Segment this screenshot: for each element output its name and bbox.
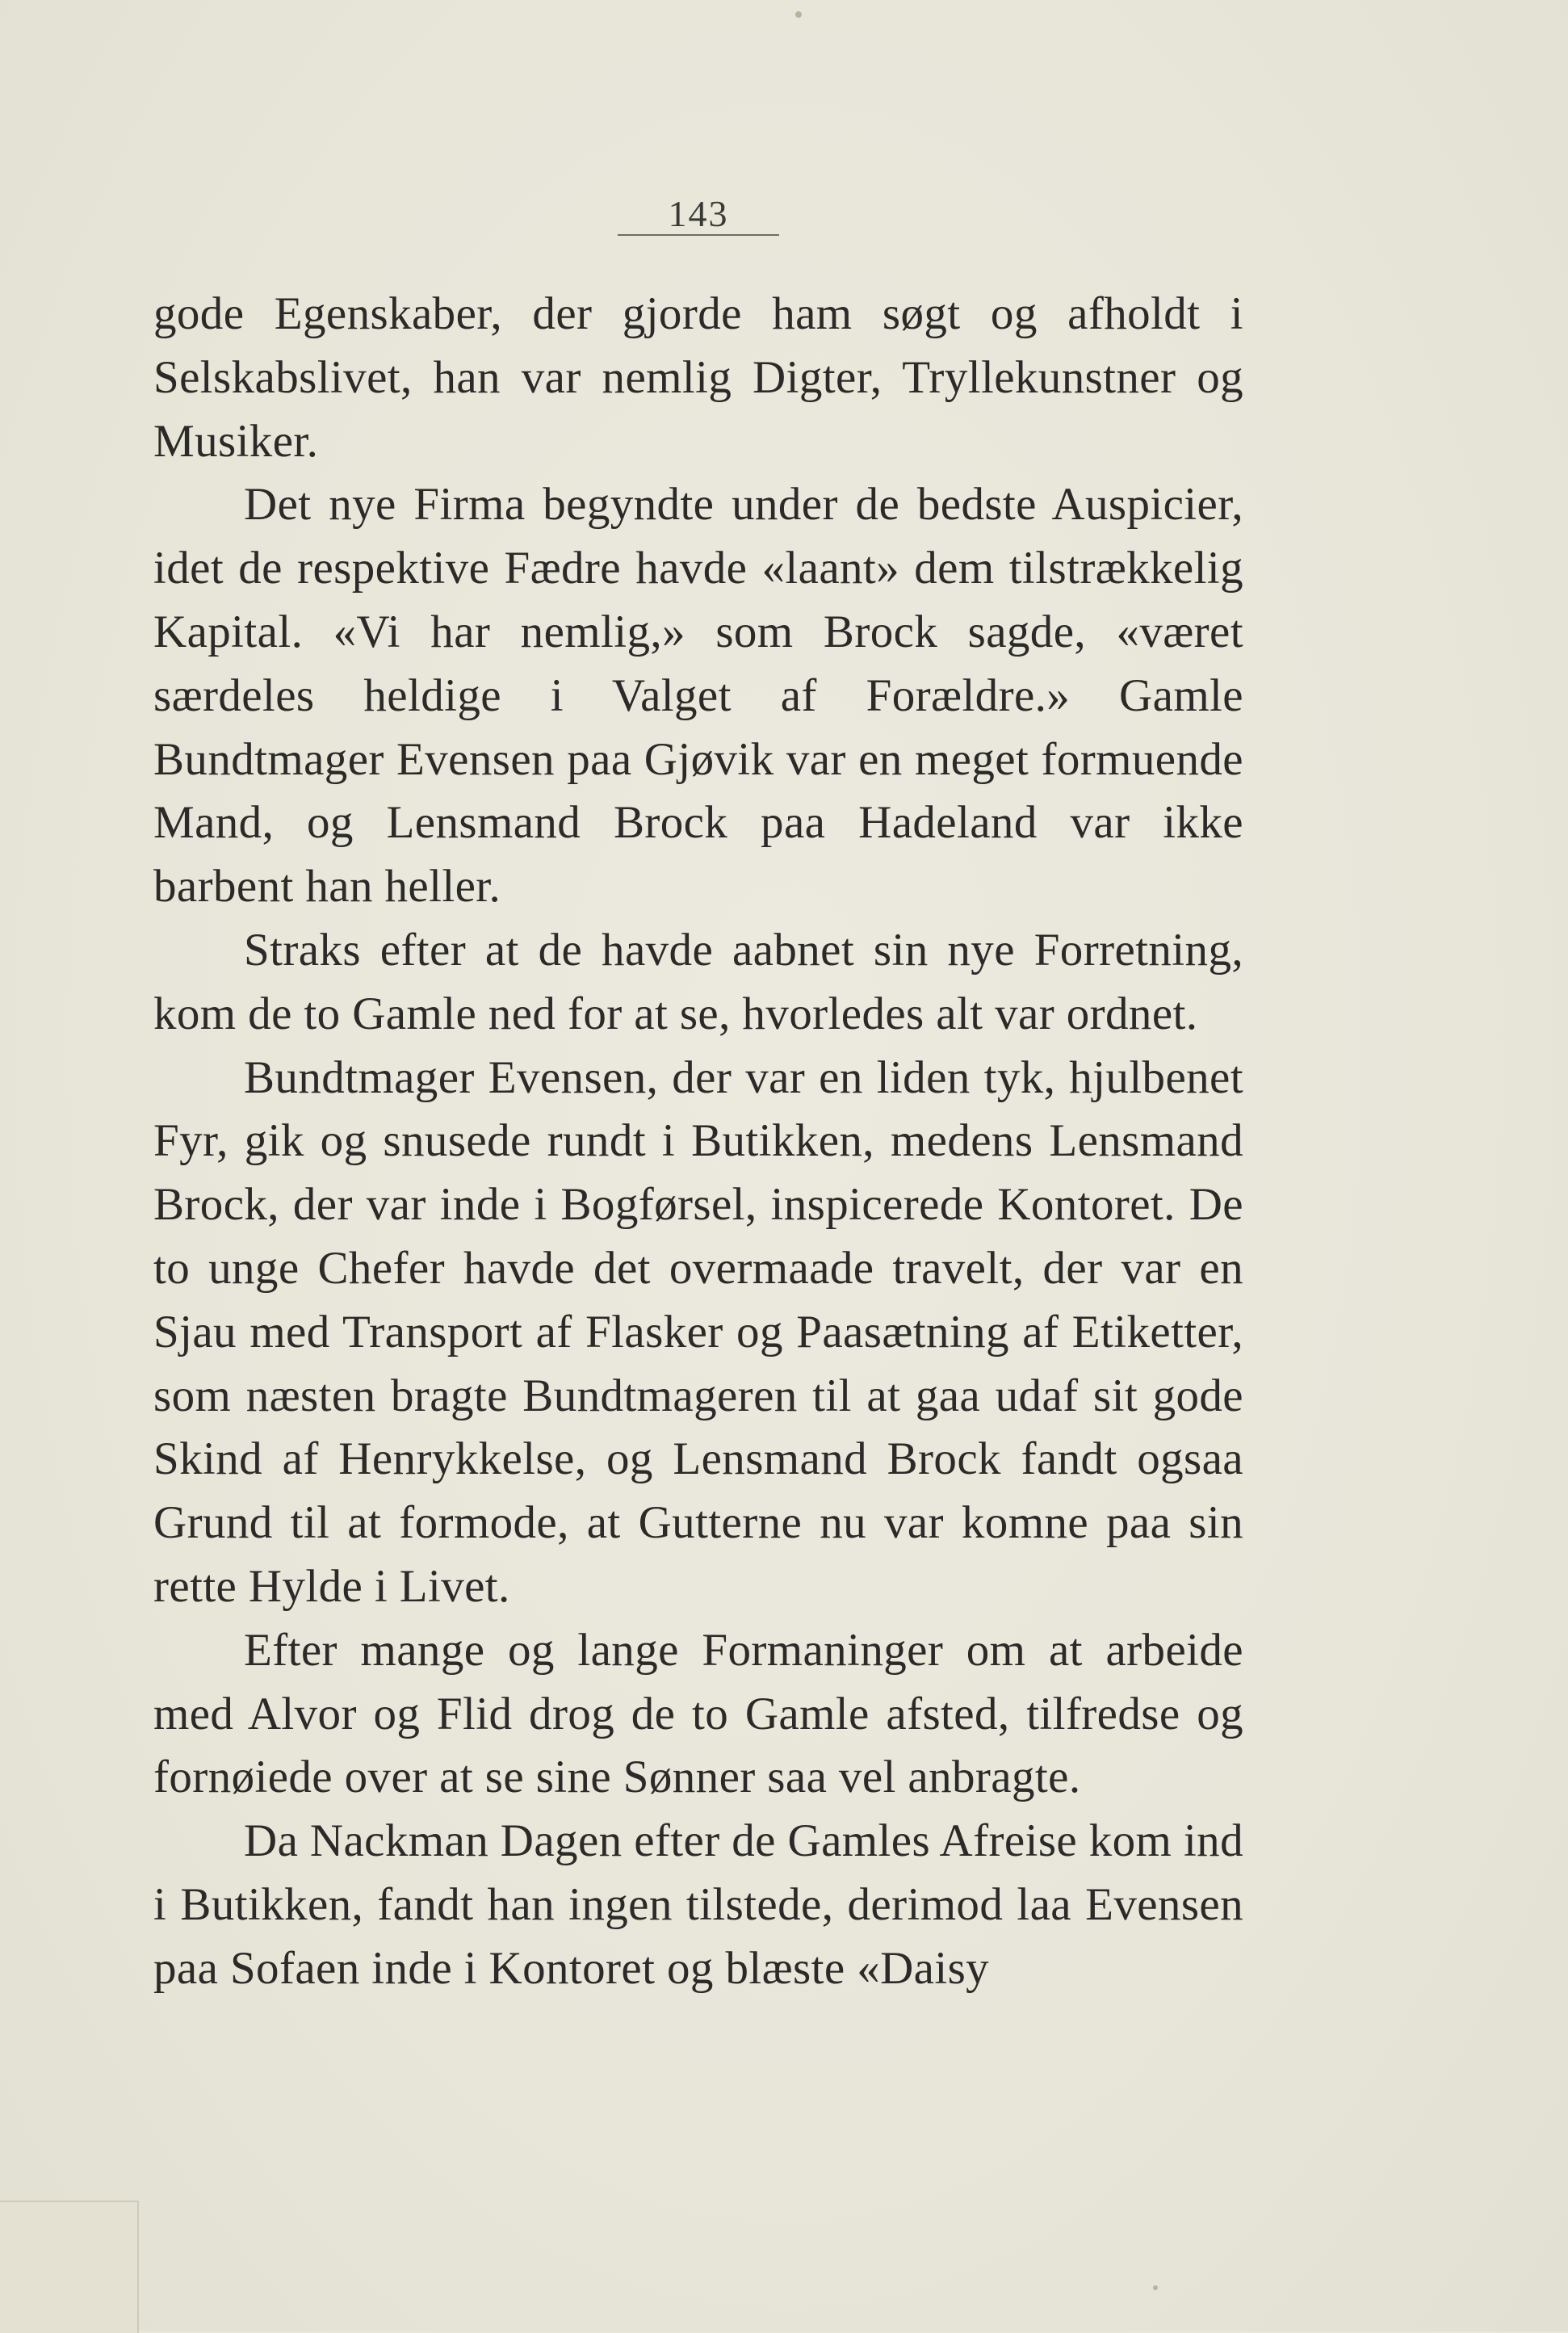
paragraph-1: gode Egenskaber, der gjorde ham søgt og afholdt i Selskabslivet, han var nemlig Digter, Tryllekunstner og Musiker. <box>153 288 1243 467</box>
body-text <box>153 283 1243 2001</box>
scan-edge-mark <box>0 2201 139 2333</box>
page-number: 143 <box>668 193 729 234</box>
page-number-rule <box>618 234 779 236</box>
paragraph-3: Straks efter at de havde aabnet sin nye Forretning, kom de to Gamle ned for at se, hvorledes alt var ordnet. <box>153 924 1243 1039</box>
paragraph-2: Det nye Firma begyndte under de bedste Auspicier, idet de respektive Fædre havde «laant» dem tilstrækkelig Kapital. «Vi har nemlig,» som Brock sagde, «været særdeles heldige i Valget af Forældre.» Gamle Bundtmager Evensen paa Gjøvik var en meget formuende Mand, og Lensmand Brock paa Hadeland var ikke barbent han heller. <box>153 479 1243 913</box>
paper-speck <box>1153 2285 1158 2290</box>
paragraph-4: Bundtmager Evensen, der var en liden tyk, hjulbenet Fyr, gik og snusede rundt i Butikken, medens Lensmand Brock, der var inde i Bogførsel, inspicerede Kontoret. De to unge Chefer havde det overmaade travelt, der var en Sjau med Transport af Flasker og Paasætning af Etiketter, som næsten bragte Bundtmageren til at gaa udaf sit gode Skind af Henrykkelse, og Lensmand Brock fandt ogsaa Grund til at formode, at Gutterne nu var komne paa sin rette Hylde i Livet. <box>153 1051 1243 1612</box>
paper-speck <box>795 11 802 18</box>
paragraph-6: Da Nackman Dagen efter de Gamles Afreise kom ind i Butikken, fandt han ingen tilstede, derimod laa Evensen paa Sofaen inde i Kontoret og blæste «Daisy <box>153 1815 1243 1994</box>
paragraph-5: Efter mange og lange Formaninger om at arbeide med Alvor og Flid drog de to Gamle afsted, tilfredse og fornøiede over at se sine Sønner saa vel anbragte. <box>153 1624 1243 1803</box>
